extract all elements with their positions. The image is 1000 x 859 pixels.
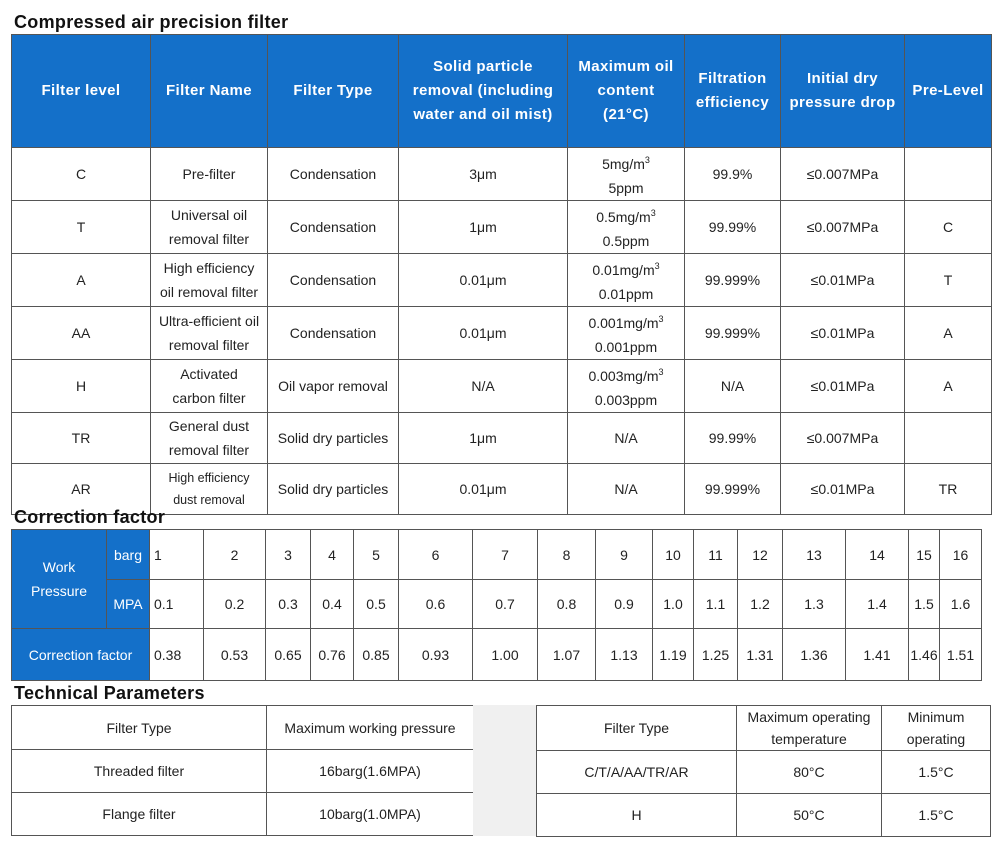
oil-content-ppm: 0.01ppm [598,286,654,302]
pre-level: TR [905,464,992,515]
header-line: Filter level [41,82,121,99]
header-line: Pre-Level [912,82,984,99]
factor-value: 1.36 [783,629,846,681]
header-line: pressure drop [789,94,896,111]
header-line: (21°C) [603,106,649,123]
oil-mg-value: 0.01mg/m [592,262,655,278]
mpa-value: 1.1 [694,580,738,629]
factor-value: 0.93 [399,629,473,681]
filtration-efficiency: 99.999% [685,254,781,307]
filter-name-line: removal filter [168,442,250,458]
barg-value: 5 [354,530,399,580]
mpa-value: 0.9 [596,580,653,629]
filter-level: AA [12,307,151,360]
oil-content [568,201,685,254]
tech-header-cell: Filter Type [12,706,267,750]
header-cell [399,35,568,148]
tech-header-cell [737,706,882,751]
tech-header-cell [882,706,991,751]
tech-header-line: operating [906,731,966,747]
oil-content-mg [568,201,684,229]
table-row [12,360,992,413]
oil-mg-value: 5mg/m [602,156,645,172]
tech-right-header [537,706,991,751]
factor-value: 1.00 [473,629,538,681]
pressure-drop: ≤0.01MPa [781,464,905,515]
filter-type: Solid dry particles [268,413,399,464]
mpa-value: 1.0 [653,580,694,629]
tech-left-table [11,705,474,836]
pre-level [905,148,992,201]
header-line: Filter Type [293,82,373,99]
correction-factor-label: Correction factor [12,629,150,681]
mpa-value: 1.6 [940,580,982,629]
pre-level: A [905,360,992,413]
header-cell [268,35,399,148]
particle-removal: 0.01μm [399,307,568,360]
mpa-value: 1.5 [909,580,940,629]
filtration-efficiency: 99.99% [685,201,781,254]
oil-content-ppm: 0.003ppm [594,392,658,408]
barg-value: 1 [150,530,204,580]
filter-type: Condensation [268,148,399,201]
factor-value: 1.13 [596,629,653,681]
tech-header-cell [537,706,737,751]
particle-removal: N/A [399,360,568,413]
filter-level: C [12,148,151,201]
barg-label: barg [107,530,150,580]
superscript-3: 3 [644,155,650,165]
barg-value: 8 [538,530,596,580]
section-title-correction: Correction factor [14,507,166,527]
barg-value: 9 [596,530,653,580]
filter-name-line: oil removal filter [159,284,259,300]
filter-name-line: removal filter [168,231,250,247]
tech-header-cell: Maximum working pressure [267,706,474,750]
superscript-3: 3 [658,367,664,377]
particle-removal: 1μm [399,413,568,464]
pressure-drop: ≤0.007MPa [781,201,905,254]
filter-name-line: Ultra-efficient oil [158,313,260,329]
oil-content-ppm: N/A [614,481,638,497]
particle-removal: 1μm [399,201,568,254]
oil-content [568,464,685,515]
mpa-value: 0.6 [399,580,473,629]
pressure-drop: ≤0.007MPa [781,413,905,464]
superscript-3: 3 [650,208,656,218]
table-row [537,751,991,794]
tech-cell: Threaded filter [12,750,267,793]
filter-level: TR [12,413,151,464]
factor-value: 1.19 [653,629,694,681]
tech-left-header [12,706,474,750]
table-row [12,307,992,360]
particle-removal: 3μm [399,148,568,201]
filtration-efficiency: 99.999% [685,464,781,515]
barg-value: 16 [940,530,982,580]
tech-cell: H [537,794,737,837]
table-row [12,148,992,201]
table-row [12,254,992,307]
factor-row [12,629,982,681]
factor-value: 0.76 [311,629,354,681]
header-line: content [597,82,655,99]
filter-name [151,307,268,360]
filter-name [151,201,268,254]
filter-name-line: removal filter [168,337,250,353]
oil-content-ppm: 5ppm [608,180,644,196]
table-row [12,201,992,254]
pressure-drop: ≤0.01MPa [781,254,905,307]
tech-cell: 16barg(1.6MPA) [267,750,474,793]
tech-cell: 1.5°C [882,751,991,794]
factor-value: 1.07 [538,629,596,681]
table-row [12,750,474,793]
mpa-value: 0.5 [354,580,399,629]
mpa-value: 0.7 [473,580,538,629]
filter-level: AR [12,464,151,515]
filtration-efficiency: 99.9% [685,148,781,201]
header-line: efficiency [695,94,770,111]
tech-cell: 50°C [737,794,882,837]
filter-level: A [12,254,151,307]
barg-value: 10 [653,530,694,580]
pre-level [905,413,992,464]
oil-mg-value: 0.003mg/m [588,368,659,384]
barg-value: 2 [204,530,266,580]
mpa-value: 0.8 [538,580,596,629]
table-row [12,413,992,464]
tech-cell: 10barg(1.0MPA) [267,793,474,836]
tech-cell: 1.5°C [882,794,991,837]
barg-value: 11 [694,530,738,580]
factor-value: 0.38 [150,629,204,681]
filter-name-line: Pre-filter [182,166,236,182]
mpa-value: 1.3 [783,580,846,629]
oil-content [568,307,685,360]
filter-table [11,34,992,515]
header-line: water and oil mist) [413,106,553,123]
work-pressure-line: Work [42,559,76,575]
barg-row [12,530,982,580]
barg-value: 7 [473,530,538,580]
filter-name-line: General dust [168,418,250,434]
header-cell [151,35,268,148]
barg-value: 6 [399,530,473,580]
tech-right-table [536,705,991,837]
barg-value: 12 [738,530,783,580]
pre-level: C [905,201,992,254]
oil-content [568,254,685,307]
barg-value: 15 [909,530,940,580]
oil-content-ppm: 0.001ppm [594,339,658,355]
mpa-value: 1.2 [738,580,783,629]
tech-header-line: Filter Type [603,720,670,736]
factor-value: 1.41 [846,629,909,681]
filter-name [151,413,268,464]
tech-cell: Flange filter [12,793,267,836]
factor-value: 1.31 [738,629,783,681]
mpa-value: 1.4 [846,580,909,629]
filter-name [151,360,268,413]
header-line: Initial dry [806,70,879,87]
factor-value: 0.65 [266,629,311,681]
oil-content-mg [568,307,684,335]
filter-name-line: High efficiency [163,260,255,276]
table-row [12,793,474,836]
header-line: Filter Name [165,82,253,99]
header-cell [568,35,685,148]
oil-content-mg [568,360,684,388]
filter-level: H [12,360,151,413]
mpa-value: 0.2 [204,580,266,629]
section-title-technical: Technical Parameters [14,683,205,703]
filter-type: Oil vapor removal [268,360,399,413]
factor-value: 0.85 [354,629,399,681]
oil-content [568,360,685,413]
filter-name [151,254,268,307]
filter-type: Condensation [268,254,399,307]
header-cell [781,35,905,148]
barg-value: 4 [311,530,354,580]
mpa-value: 0.4 [311,580,354,629]
filter-name-line: dust removal [173,493,245,507]
header-cell [905,35,992,148]
header-line: removal (including [412,82,554,99]
superscript-3: 3 [654,261,660,271]
filter-type: Condensation [268,307,399,360]
work-pressure-line: Pressure [30,583,88,599]
barg-value: 14 [846,530,909,580]
oil-content-mg [568,254,684,282]
filter-table-header [12,35,992,148]
pressure-drop: ≤0.007MPa [781,148,905,201]
filter-name-line: carbon filter [172,390,246,406]
mpa-value: 0.1 [150,580,204,629]
oil-content-ppm: 0.5ppm [602,233,650,249]
tech-cell: C/T/A/AA/TR/AR [537,751,737,794]
section-title-filter: Compressed air precision filter [14,12,289,32]
tech-header-line: Maximum operating [747,709,871,725]
filter-name [151,464,268,515]
filter-name [151,148,268,201]
mpa-row [12,580,982,629]
superscript-3: 3 [658,314,664,324]
mpa-value: 0.3 [266,580,311,629]
header-cell [685,35,781,148]
pre-level: T [905,254,992,307]
oil-content [568,413,685,464]
oil-content-mg [568,148,684,176]
oil-content-ppm: N/A [614,430,638,446]
header-line: Filtration [698,70,767,87]
barg-value: 3 [266,530,311,580]
factor-value: 1.46 [909,629,940,681]
header-line: Maximum oil [578,58,674,75]
oil-mg-value: 0.5mg/m [596,209,651,225]
pressure-drop: ≤0.01MPa [781,360,905,413]
pressure-drop: ≤0.01MPa [781,307,905,360]
filtration-efficiency: 99.999% [685,307,781,360]
oil-mg-value: 0.001mg/m [588,315,659,331]
filtration-efficiency: 99.99% [685,413,781,464]
tech-header-line: Minimum [907,709,965,725]
mpa-label: MPA [107,580,150,629]
barg-value: 13 [783,530,846,580]
particle-removal: 0.01μm [399,254,568,307]
filter-name-line: Universal oil [170,207,248,223]
correction-table [11,529,982,681]
header-cell [12,35,151,148]
table-gap [473,705,536,836]
filter-type: Condensation [268,201,399,254]
tech-header-line: temperature [771,731,847,747]
table-row [537,794,991,837]
factor-value: 0.53 [204,629,266,681]
particle-removal: 0.01μm [399,464,568,515]
header-line: Solid particle [433,58,533,75]
factor-value: 1.51 [940,629,982,681]
oil-content [568,148,685,201]
filter-type: Solid dry particles [268,464,399,515]
filter-name-line: High efficiency [168,471,250,485]
tech-cell: 80°C [737,751,882,794]
factor-value: 1.25 [694,629,738,681]
pre-level: A [905,307,992,360]
filter-level: T [12,201,151,254]
filtration-efficiency: N/A [685,360,781,413]
filter-name-line: Activated [180,366,238,382]
work-pressure-label [12,530,107,629]
